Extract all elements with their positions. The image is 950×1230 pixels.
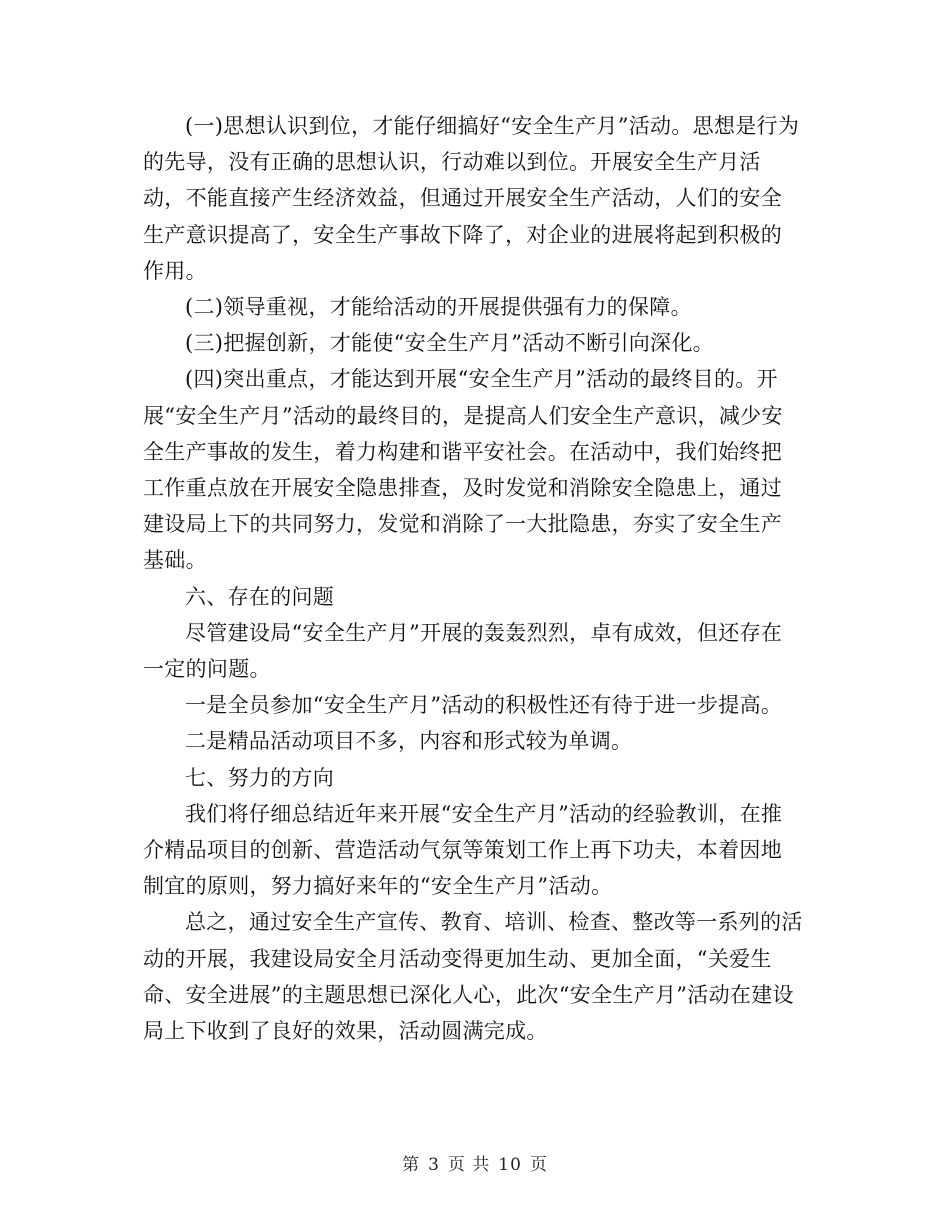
paragraph-2: (二)领导重视，才能给活动的开展提供强有力的保障。	[185, 295, 692, 320]
footer-prefix: 第	[402, 1155, 421, 1175]
footer-total-pages: 10	[498, 1155, 522, 1175]
paragraph-6: 尽管建设局“安全生产月”开展的轰轰烈烈，卓有成效，但还存在一定的问题。	[143, 620, 783, 682]
paragraph-10: 我们将仔细总结近年来开展“安全生产月”活动的经验教训，在推介精品项目的创新、营造活动气氛等策划工作上再下功夫，本着因地制宜的原则，努力搞好来年的“安全生产月”活动。	[143, 801, 783, 899]
footer-middle: 页 共	[447, 1155, 491, 1175]
document-body	[143, 108, 803, 1049]
paragraph-1: (一)思想认识到位，才能仔细搞好“安全生产月”活动。思想是行为的先导，没有正确的思想认识，行动难以到位。开展安全生产月活动，不能直接产生经济效益，但通过开展安全生产活动，人们的安全生产意识提高了，安全生产事故下降了，对企业的进展将起到积极的作用。	[143, 114, 800, 283]
paragraph-4: (四)突出重点，才能达到开展“安全生产月”活动的最终目的。开展“安全生产月”活动的最终目的，是提高人们安全生产意识，减少安全生产事故的发生，着力构建和谐平安社会。在活动中，我们始终把工作重点放在开展安全隐患排查，及时发觉和消除安全隐患上，通过建设局上下的共同努力，发觉和消除了一大批隐患，夯实了安全生产基础。	[143, 367, 783, 573]
paragraph-11: 总之，通过安全生产宣传、教育、培训、检查、整改等一系列的活动的开展，我建设局安全月活动变得更加生动、更加全面，“关爱生命、安全进展”的主题思想已深化人心，此次“安全生产月”活动在建设局上下收到了良好的效果，活动圆满完成。	[143, 910, 803, 1044]
section-heading-direction: 七、努力的方向	[185, 765, 335, 790]
paragraph-3: (三)把握创新，才能使“安全生产月”活动不断引向深化。	[185, 331, 714, 356]
paragraph-7: 一是全员参加“安全生产月”活动的积极性还有待于进一步提高。	[185, 693, 783, 718]
paragraph-8: 二是精品活动项目不多，内容和形式较为单调。	[185, 729, 633, 754]
footer-suffix: 页	[529, 1155, 548, 1175]
section-heading-problems: 六、存在的问题	[185, 584, 335, 609]
page-footer	[0, 1150, 950, 1175]
footer-page-number: 3	[428, 1155, 440, 1175]
